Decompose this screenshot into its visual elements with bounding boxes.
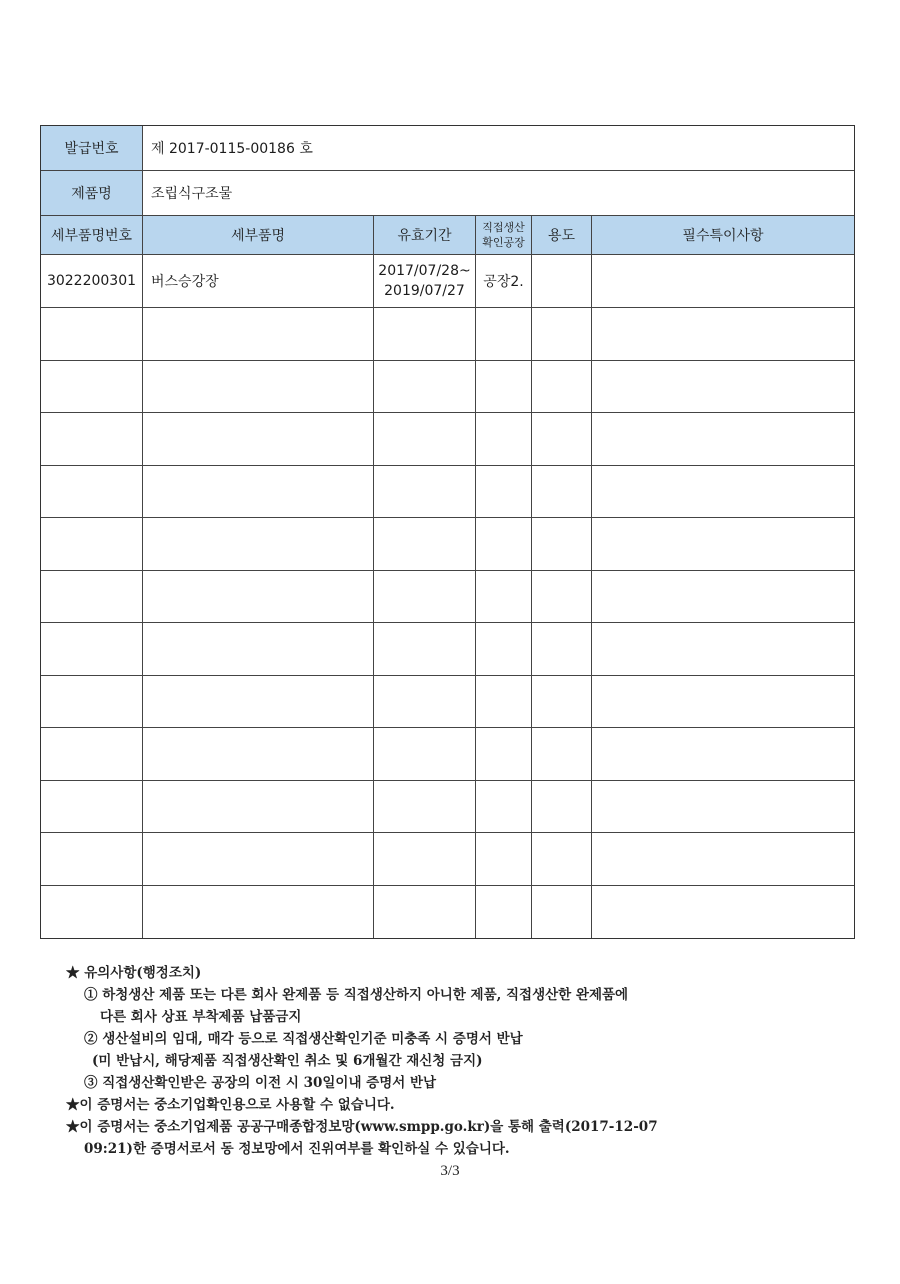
notice-item-2: ② 생산설비의 임대, 매각 등으로 직접생산확인기준 미충족 시 증명서 반납 [84,1031,523,1047]
product-name-value: 조립식구조물 [151,186,233,202]
table-cell [143,728,374,780]
table-cell [41,728,143,780]
table-row [41,361,854,414]
table-cell [592,518,854,570]
table-cell [374,728,476,780]
table-cell [476,571,532,623]
table-cell [532,308,592,360]
table-cell [592,571,854,623]
table-cell [143,676,374,728]
table-cell [532,361,592,413]
notice-section [66,962,866,1160]
table-cell [476,413,532,465]
table-cell [41,361,143,413]
table-cell [374,361,476,413]
table-cell [592,623,854,675]
table-cell [374,413,476,465]
table-row [41,466,854,519]
table-row [41,676,854,729]
table-row [41,833,854,886]
table-cell [476,676,532,728]
table-cell [374,466,476,518]
table-row [41,781,854,834]
notice-item-1: ① 하청생산 제품 또는 다른 회사 완제품 등 직접생산하지 아니한 제품, 직접생산한 완제품에 [84,987,629,1003]
table-cell [41,886,143,939]
table-cell [532,623,592,675]
product-name-row [41,171,854,216]
table-row [41,571,854,624]
table-cell [143,886,374,939]
table-cell [532,676,592,728]
table-row [41,728,854,781]
table-cell [374,676,476,728]
table-cell [374,833,476,885]
table-cell [532,728,592,780]
table-cell [592,781,854,833]
cell-factory: 공장2. [476,255,532,307]
table-cell [143,308,374,360]
table-cell [532,466,592,518]
table-cell [143,571,374,623]
table-cell [143,361,374,413]
notice-star-2: ★이 증명서는 중소기업확인용으로 사용할 수 없습니다. [66,1097,395,1113]
notice-star-3: ★이 증명서는 중소기업제품 공공구매종합정보망(www.smpp.go.kr)을 통해 출력(2017-12-07 [66,1119,658,1135]
table-row [41,518,854,571]
notice-star-3-cont: 09:21)한 증명서로서 동 정보망에서 진위여부를 확인하실 수 있습니다. [84,1141,510,1157]
notice-item-2-cont: (미 반납시, 해당제품 직접생산확인 취소 및 6개월간 재신청 금지) [92,1053,483,1069]
table-cell [476,361,532,413]
table-cell [476,728,532,780]
table-cell [476,518,532,570]
table-cell [374,623,476,675]
cell-usage [532,255,592,307]
notice-title: ★ 유의사항(행정조치) [66,965,202,981]
table-cell [41,623,143,675]
table-row [41,308,854,361]
table-cell [374,571,476,623]
cell-validity-end: 2019/07/27 [384,283,465,299]
table-cell [532,518,592,570]
header-factory-line2: 확인공장 [482,236,525,249]
table-cell [592,728,854,780]
notice-item-1-cont: 다른 회사 상표 부착제품 납품금지 [100,1009,302,1025]
table-cell [41,833,143,885]
table-cell [41,571,143,623]
cell-validity-start: 2017/07/28~ [378,263,471,279]
table-row [41,413,854,466]
certificate-table [40,125,855,939]
table-cell [374,781,476,833]
header-factory [476,216,532,254]
page-number: 3/3 [440,1163,460,1179]
cell-detail-no: 3022200301 [41,255,143,307]
table-cell [592,361,854,413]
table-header-row [41,216,854,255]
product-name-label: 제품명 [41,171,143,215]
table-cell [41,308,143,360]
table-cell [592,308,854,360]
table-cell [476,833,532,885]
cell-validity [374,255,476,307]
table-cell [41,466,143,518]
cell-detail-name: 버스승강장 [143,255,374,307]
table-cell [41,781,143,833]
table-cell [143,781,374,833]
header-detail-name: 세부품명 [143,216,374,254]
table-cell [476,781,532,833]
table-cell [374,518,476,570]
table-cell [41,518,143,570]
table-cell [592,886,854,939]
header-detail-no: 세부품명번호 [41,216,143,254]
table-cell [374,308,476,360]
table-cell [143,413,374,465]
table-cell [532,781,592,833]
issue-number-label: 발급번호 [41,126,143,170]
header-usage: 용도 [532,216,592,254]
table-cell [476,466,532,518]
table-cell [143,518,374,570]
empty-rows [41,308,854,938]
table-cell [41,676,143,728]
header-notes: 필수특이사항 [592,216,854,254]
table-cell [476,308,532,360]
table-cell [143,466,374,518]
table-row [41,623,854,676]
table-cell [592,413,854,465]
table-cell [41,413,143,465]
table-cell [532,886,592,939]
table-row [41,255,854,308]
table-cell [374,886,476,939]
cell-notes [592,255,854,307]
table-cell [592,466,854,518]
table-cell [476,623,532,675]
issue-number-row [41,126,854,171]
table-cell [532,413,592,465]
table-cell [532,833,592,885]
table-cell [592,833,854,885]
table-cell [143,623,374,675]
table-cell [476,886,532,939]
header-factory-line1: 직접생산 [482,221,525,234]
table-cell [592,676,854,728]
table-cell [532,571,592,623]
notice-item-3: ③ 직접생산확인받은 공장의 이전 시 30일이내 증명서 반납 [84,1075,437,1091]
issue-number-value: 제 2017-0115-00186 호 [151,141,313,157]
header-validity: 유효기간 [374,216,476,254]
table-cell [143,833,374,885]
table-row [41,886,854,939]
